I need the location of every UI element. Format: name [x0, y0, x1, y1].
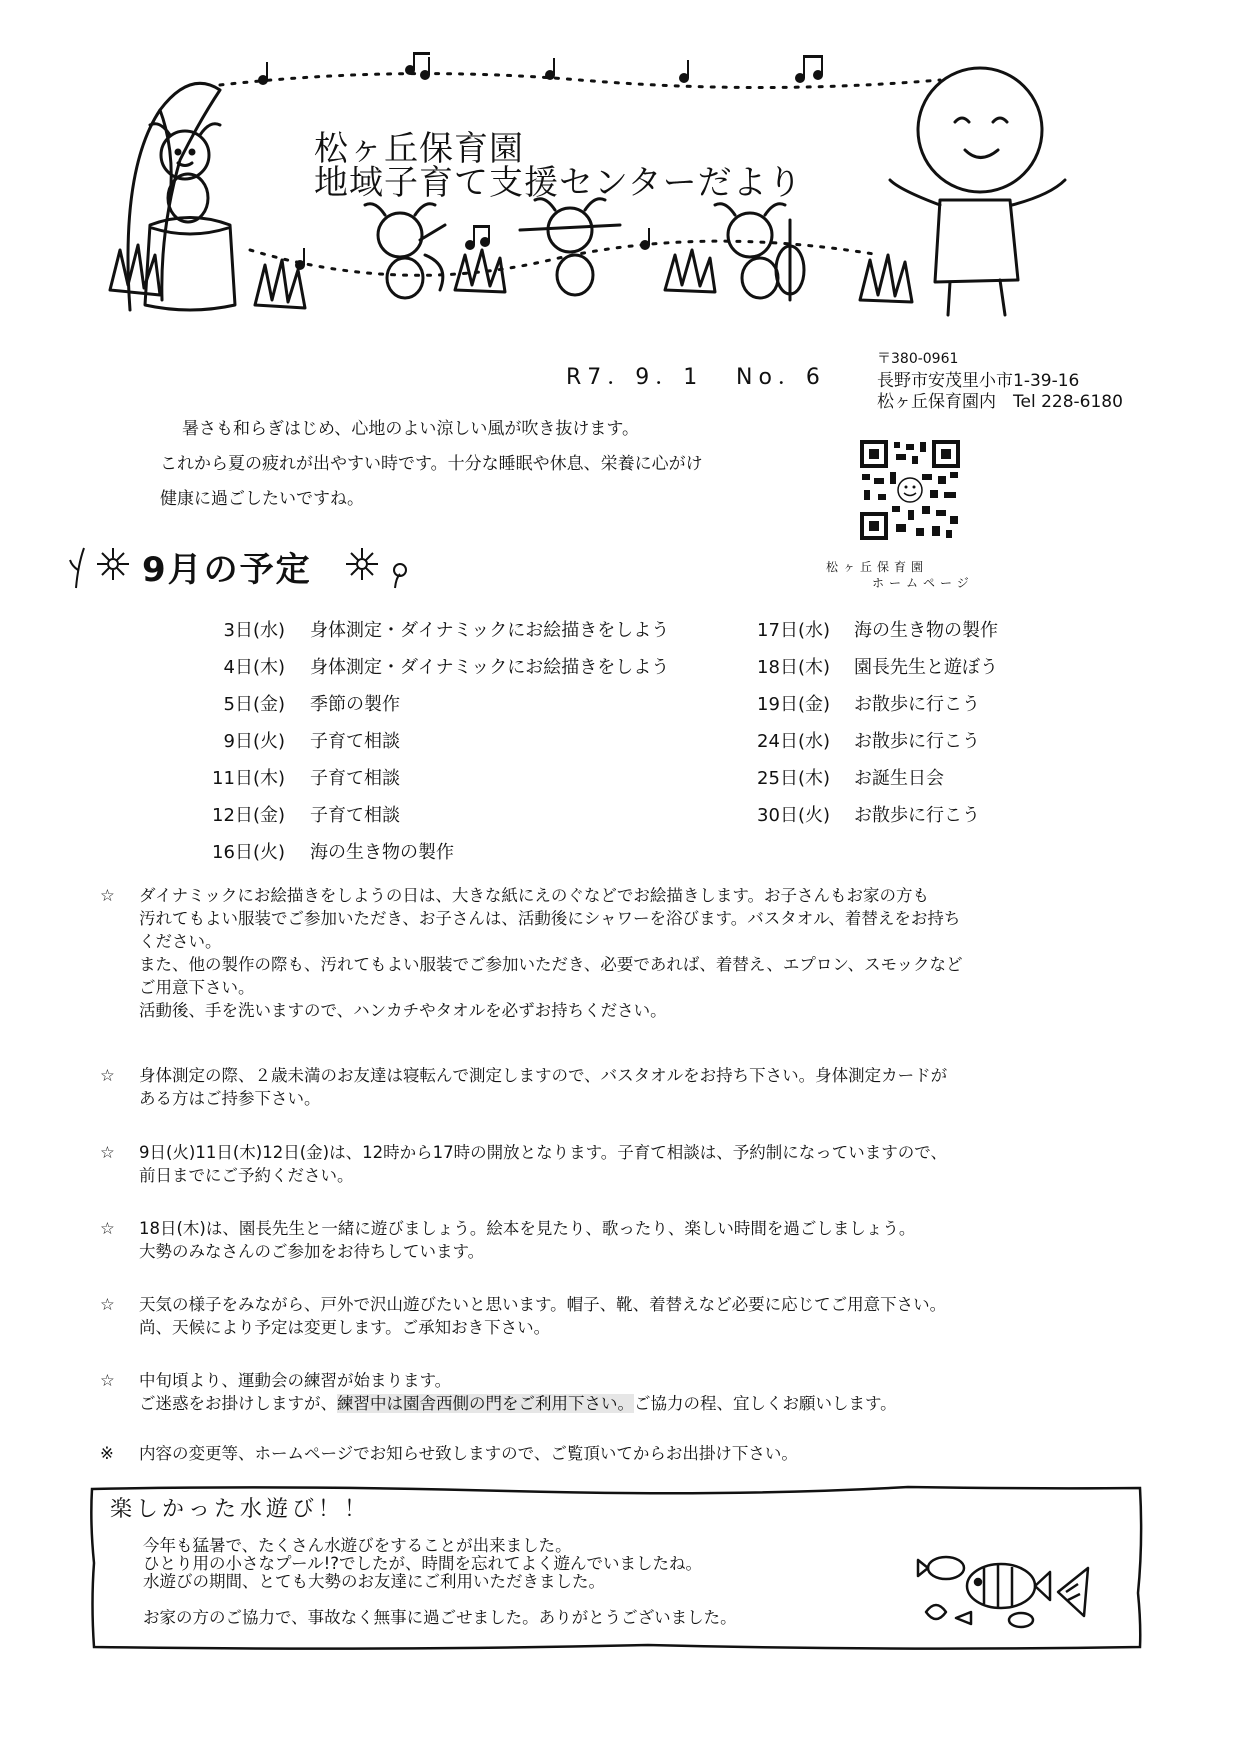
- flower-icon-left: [68, 540, 138, 592]
- intro-line-2: これから夏の疲れが出やすい時です。十分な睡眠や休息、栄養に心がけ: [160, 454, 703, 474]
- note-line: 内容の変更等、ホームページでお知らせ致しますので、ご覧頂いてからお出掛け下さい。: [139, 1444, 798, 1463]
- schedule-event: お散歩に行こう: [854, 731, 980, 752]
- note-line: また、他の製作の際も、汚れてもよい服装でご参加いただき、必要であれば、着替え、エプロン、スモックなど: [139, 955, 963, 974]
- schedule-event: 季節の製作: [310, 694, 400, 715]
- schedule-date: 18日(木): [757, 657, 830, 678]
- schedule-event: お散歩に行こう: [854, 694, 980, 715]
- fish-illustration: [916, 1548, 1096, 1632]
- star-icon: ☆: [100, 1066, 115, 1085]
- schedule-event: 子育て相談: [310, 768, 400, 789]
- issue-number: No．6: [736, 365, 826, 390]
- schedule-event: 身体測定・ダイナミックにお絵描きをしよう: [310, 620, 670, 641]
- intro-line-1: 暑さも和らぎはじめ、心地のよい涼しい風が吹き抜けます。: [182, 419, 639, 439]
- star-icon: ☆: [100, 886, 115, 905]
- schedule-row: [720, 690, 1140, 716]
- schedule-date: 12日(金): [212, 805, 285, 826]
- schedule-event: お誕生日会: [854, 768, 944, 789]
- schedule-row: [720, 801, 1140, 827]
- star-icon: ☆: [100, 1219, 115, 1238]
- schedule-row: [720, 764, 1140, 790]
- note-line-part: ご協力の程、宜しくお願いします。: [634, 1394, 897, 1413]
- schedule-event: 園長先生と遊ぼう: [854, 657, 998, 678]
- schedule-event: お散歩に行こう: [854, 805, 980, 826]
- schedule-row: [160, 727, 720, 753]
- schedule-heading: 9月の予定: [142, 550, 312, 590]
- schedule-date: 4日(木): [223, 657, 285, 678]
- flower-icon-right: [340, 540, 412, 592]
- schedule-date: 25日(木): [757, 768, 830, 789]
- note-line: ある方はご持参下さい。: [139, 1089, 321, 1108]
- schedule-row: [160, 616, 720, 642]
- note-line: 天気の様子をみながら、戸外で沢山遊びたいと思います。帽子、靴、着替えなど必要に応じてご用意下さい。: [139, 1295, 947, 1314]
- note-principal-play: [100, 1217, 1160, 1263]
- schedule-date: 9日(火): [223, 731, 285, 752]
- schedule-event: 子育て相談: [310, 731, 400, 752]
- schedule-row: [160, 690, 720, 716]
- schedule-date: 19日(金): [757, 694, 830, 715]
- schedule-date: 30日(火): [757, 805, 830, 826]
- reference-mark-icon: ※: [100, 1444, 114, 1463]
- address-line2: 松ヶ丘保育園内 Tel 228-6180: [877, 392, 1123, 412]
- box-closing: お家の方のご協力で、事故なく無事に過ごせました。ありがとうございました。: [143, 1608, 737, 1627]
- schedule-row: [720, 727, 1140, 753]
- note-line-part: ご迷惑をお掛けしますが、: [139, 1394, 337, 1413]
- qr-code-image[interactable]: [860, 440, 960, 540]
- note-sports-day-practice: [100, 1369, 1160, 1415]
- note-opening-hours: [100, 1141, 1160, 1187]
- issue-date: R7．9．1: [566, 365, 704, 390]
- note-homepage-notice: [100, 1442, 1160, 1465]
- schedule-event: 子育て相談: [310, 805, 400, 826]
- schedule-date: 16日(火): [212, 842, 285, 863]
- star-icon: ☆: [100, 1295, 115, 1314]
- note-line: 前日までにご予約ください。: [139, 1166, 354, 1185]
- star-icon: ☆: [100, 1143, 115, 1162]
- schedule-event: 海の生き物の製作: [854, 620, 998, 641]
- box-line: 水遊びの期間、とても大勢のお友達にご利用いただきました。: [143, 1572, 605, 1591]
- note-line: 身体測定の際、２歳未満のお友達は寝転んで測定しますので、バスタオルをお持ち下さい。身体測定カードが: [139, 1066, 948, 1085]
- note-body-measurement: [100, 1064, 1160, 1110]
- address: 長野市安茂里小市1-39-16: [877, 371, 1080, 391]
- note-line: 9日(火)11日(木)12日(金)は、12時から17時の開放となります。子育て相談は、予約制になっていますので、: [139, 1143, 947, 1162]
- note-line: 18日(木)は、園長先生と一緒に遊びましょう。絵本を見たり、歌ったり、楽しい時間を過ごしましょう。: [139, 1219, 916, 1238]
- note-line: ください。: [139, 932, 222, 951]
- schedule-date: 11日(木): [212, 768, 285, 789]
- schedule-event: 海の生き物の製作: [310, 842, 454, 863]
- schedule-date: 3日(水): [223, 620, 285, 641]
- schedule-row: [160, 764, 720, 790]
- intro-text: [160, 412, 703, 517]
- note-outdoor-play: [100, 1293, 1160, 1339]
- water-play-body: [143, 1537, 737, 1627]
- qr-caption-line2: ホームページ: [872, 576, 974, 590]
- schedule-row: [160, 653, 720, 679]
- note-line: 尚、天候により予定は変更します。ご承知おき下さい。: [139, 1318, 551, 1337]
- schedule-row: [160, 838, 720, 864]
- schedule-date: 17日(水): [757, 620, 830, 641]
- note-line: 活動後、手を洗いますので、ハンカチやタオルを必ずお持ちください。: [139, 1001, 667, 1020]
- qr-caption-line1: 松ヶ丘保育園: [826, 560, 929, 574]
- highlighted-gate-notice: 練習中は園舎西側の門をご利用下さい。: [337, 1394, 634, 1413]
- schedule-date: 24日(水): [757, 731, 830, 752]
- box-line: 今年も猛暑で、たくさん水遊びをすることが出来ました。: [143, 1536, 572, 1555]
- note-dynamic-drawing: [100, 884, 1160, 1022]
- newsletter-title-line2: 地域子育て支援センターだより: [314, 163, 803, 203]
- schedule-date: 5日(金): [223, 694, 285, 715]
- intro-line-3: 健康に過ごしたいですね。: [160, 489, 364, 509]
- water-play-title: 楽しかった水遊び！！: [110, 1497, 371, 1522]
- newsletter-title-line1: 松ヶ丘保育園: [314, 129, 524, 169]
- schedule-row: [160, 801, 720, 827]
- box-line: [143, 1591, 737, 1609]
- note-line: 中旬頃より、運動会の練習が始まります。: [139, 1371, 452, 1390]
- schedule-row: [720, 616, 1140, 642]
- note-line: 大勢のみなさんのご参加をお待ちしています。: [139, 1242, 485, 1261]
- note-line: 汚れてもよい服装でご参加いただき、お子さんは、活動後にシャワーを浴びます。バスタオル、着替えをお持ち: [139, 909, 961, 928]
- postal-code: 〒380-0961: [877, 351, 959, 367]
- schedule-event: 身体測定・ダイナミックにお絵描きをしよう: [310, 657, 670, 678]
- star-icon: ☆: [100, 1371, 115, 1390]
- schedule-row: [720, 653, 1140, 679]
- note-line: ご用意下さい。: [139, 978, 255, 997]
- box-line: ひとり用の小さなプール!?でしたが、時間を忘れてよく遊んでいましたね。: [143, 1554, 703, 1573]
- note-line: ダイナミックにお絵描きをしようの日は、大きな紙にえのぐなどでお絵描きします。お子さんもお家の方も: [139, 886, 930, 905]
- note-line: [139, 1392, 1160, 1415]
